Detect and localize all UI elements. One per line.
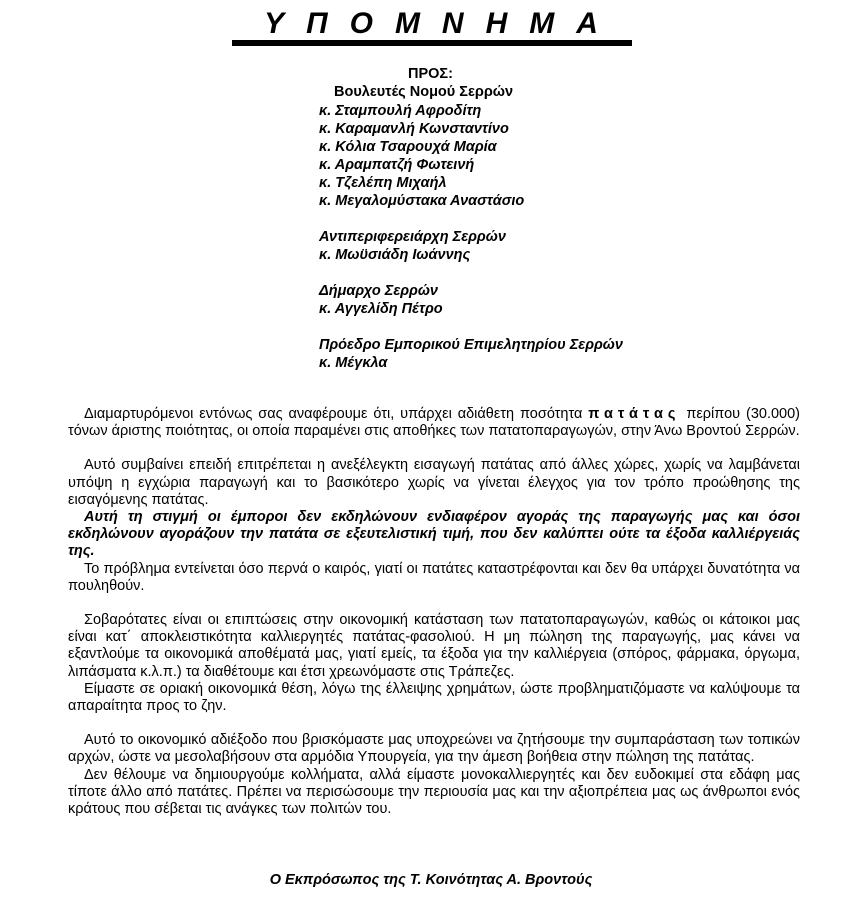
paragraph-2: Αυτό συμβαίνει επειδή επιτρέπεται η ανεξέλεγκτη εισαγωγή πατάτας από άλλες χώρες, χωρίς να λαμβάνεται υπόψη η εγχώρια παραγωγή και το βασικότερο χωρίς να γίνεται έλεγχος για τον τρόπο προώθησης της εισαγόμενης πατάτας. [68, 457, 800, 508]
paragraph-1-end: περίπου (30.000) τόνων άριστης ποιότητας, οι οποία παραμένει στις αποθήκες των πατατοπαραγωγών, στην Άνω Βροντού Σερρών. [68, 406, 800, 440]
mp-name: κ. Αραμπατζή Φωτεινή [319, 157, 475, 173]
document-header [0, 6, 862, 42]
vice-governor-title: Αντιπεριφερειάρχη Σερρών [319, 229, 506, 245]
mp-name: κ. Καραμανλή Κωνσταντίνο [319, 121, 509, 137]
title-underline [232, 40, 632, 46]
mp-name: κ. Κόλια Τσαρουχά Μαρία [319, 139, 497, 155]
paragraph-1-start: Διαμαρτυρόμενοι εντόνως σας αναφέρουμε ότι, υπάρχει αδιάθετη ποσότητα [84, 406, 589, 422]
chamber-title: Πρόεδρο Εμπορικού Επιμελητηρίου Σερρών [319, 337, 623, 353]
recipient-list [319, 102, 623, 372]
mp-name: κ. Σταμπουλή Αφροδίτη [319, 103, 482, 119]
paragraph-1 [68, 406, 800, 440]
paragraph-3-emphasis: Αυτή τη στιγμή οι έμποροι δεν εκδηλώνουν ενδιαφέρον αγοράς της παραγωγής μας και όσοι εκδηλώνουν αγοράζουν την πατάτα σε εξευτελιστική τιμή, που δεν καλύπτει ούτε τα έξοδα καλλιέργειάς της. [68, 509, 800, 560]
vice-governor-name: κ. Μωϋσιάδη Ιωάννης [319, 247, 471, 263]
mp-name: κ. Τζελέπη Μιχαήλ [319, 175, 447, 191]
paragraph-7: Αυτό το οικονομικό αδιέξοδο που βρισκόμαστε μας υποχρεώνει να ζητήσουμε την συμπαράσταση των τοπικών αρχών, ώστε να μεσολαβήσουν στα αρμόδια Υπουργεία, για την άμεση βοήθεια στην πώληση της πατάτας. [68, 732, 800, 766]
mp-name: κ. Μεγαλομύστακα Αναστάσιο [319, 193, 525, 209]
paragraph-4: Το πρόβλημα εντείνεται όσο περνά ο καιρός, γιατί οι πατάτες καταστρέφονται και δεν θα υπάρχει δυνατότητα να πουληθούν. [68, 560, 800, 594]
paragraph-8: Δεν θέλουμε να δημιουργούμε κολλήματα, αλλά είμαστε μονοκαλλιεργητές και δεν ευδοκιμεί στα εδάφη μας τίποτε άλλο από πατάτες. Πρέπει να περισώσουμε την περιουσία μας και την αξιοπρέπεια μας ως άνθρωποι ενός κράτους που σέβεται τις ανάγκες των πολιτών του. [68, 766, 800, 818]
to-label: ΠΡΟΣ: [408, 66, 453, 82]
memo-body [68, 406, 800, 818]
signature: Ο Εκπρόσωπος της Τ. Κοινότητας Α. Βροντούς [269, 872, 593, 888]
document-title: ΥΠΟΜΝΗΜΑ [264, 7, 620, 40]
paragraph-6: Είμαστε σε οριακή οικονομικά θέση, λόγω της έλλειψης χρημάτων, ώστε προβληματιζόμαστε να καλύψουμε τα απαραίτητα προς το ζην. [68, 680, 800, 715]
mayor-title: Δήμαρχο Σερρών [319, 283, 438, 299]
mps-heading: Βουλευτές Νομού Σερρών [334, 84, 514, 100]
mayor-name: κ. Αγγελίδη Πέτρο [319, 301, 443, 317]
highlighted-word: πατάτας [588, 406, 681, 422]
chamber-name: κ. Μέγκλα [319, 355, 388, 371]
paragraph-5: Σοβαρότατες είναι οι επιπτώσεις στην οικονομική κατάσταση των πατατοπαραγωγών, καθώς οι κάτοικοι μας είναι κατ΄ αποκλειστικότητα καλλιεργητές πατάτας-φασολιού. Η μη πώληση της παραγωγής, μας κάνει να εξαντλούμε τα οικονομικά αποθέματά μας, γιατί εμείς, τα έξοδα για την καλλιέργεια (σπόρος, φάρμακα, όργωμα, λιπάσματα κ.λ.π.) τα διαθέτουμε και έτσι χρεωνόμαστε στις Τράπεζες. [68, 612, 800, 680]
